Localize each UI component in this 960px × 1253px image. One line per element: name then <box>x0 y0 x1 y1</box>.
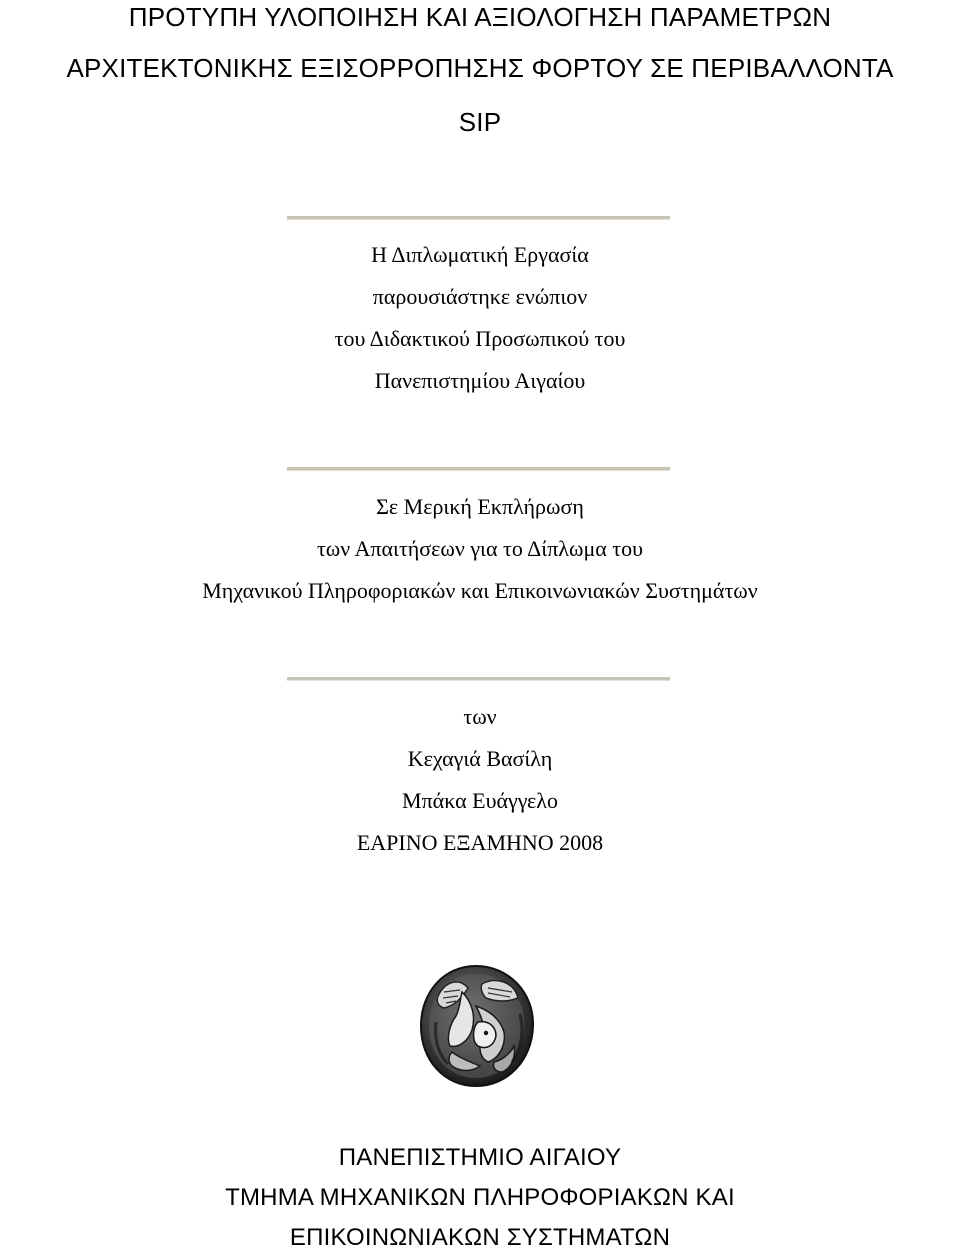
authors-prefix: των <box>463 704 497 729</box>
presentation-line-3: του Διδακτικού Προσωπικού του <box>334 326 626 351</box>
author-2: Μπάκα Ευάγγελο <box>402 788 558 813</box>
fulfillment-line-1: Σε Μερική Εκπλήρωση <box>376 494 584 519</box>
divider-rule-2 <box>287 467 670 471</box>
university-seal-icon <box>416 962 538 1090</box>
fulfillment-line-2: των Απαιτήσεων για το Δίπλωμα του <box>316 536 644 561</box>
presentation-line-2: παρουσιάστηκε ενώπιον <box>372 284 588 309</box>
footer-department-line-1: ΤΜΗΜΑ ΜΗΧΑΝΙΚΩΝ ΠΛΗΡΟΦΟΡΙΑΚΩΝ ΚΑΙ <box>225 1184 735 1211</box>
fulfillment-line-3: Μηχανικού Πληροφοριακών και Επικοινωνιακών Συστημάτων <box>202 578 758 603</box>
divider-rule-1 <box>287 216 670 220</box>
thesis-title-line-1: ΠΡΟΤΥΠΗ ΥΛΟΠΟΙΗΣΗ ΚΑΙ ΑΞΙΟΛΟΓΗΣΗ ΠΑΡΑΜΕΤΡΩΝ <box>128 2 832 32</box>
presentation-line-1: Η Διπλωματική Εργασία <box>371 242 589 267</box>
thesis-title-line-2: ΑΡΧΙΤΕΚΤΟΝΙΚΗΣ ΕΞΙΣΟΡΡΟΠΗΣΗΣ ΦΟΡΤΟΥ ΣΕ ΠΕΡΙΒΑΛΛΟΝΤΑ <box>66 53 894 83</box>
thesis-title-line-3: SIP <box>458 107 502 137</box>
footer-university-name: ΠΑΝΕΠΙΣΤΗΜΙΟ ΑΙΓΑΙΟΥ <box>338 1144 622 1171</box>
semester-term: ΕΑΡΙΝΟ ΕΞΑΜΗΝΟ 2008 <box>356 830 604 855</box>
presentation-line-4: Πανεπιστημίου Αιγαίου <box>374 368 586 393</box>
divider-rule-3 <box>287 677 670 681</box>
footer-department-line-2: ΕΠΙΚΟΙΝΩΝΙΑΚΩΝ ΣΥΣΤΗΜΑΤΩΝ <box>289 1224 671 1251</box>
author-1: Κεχαγιά Βασίλη <box>407 746 553 771</box>
